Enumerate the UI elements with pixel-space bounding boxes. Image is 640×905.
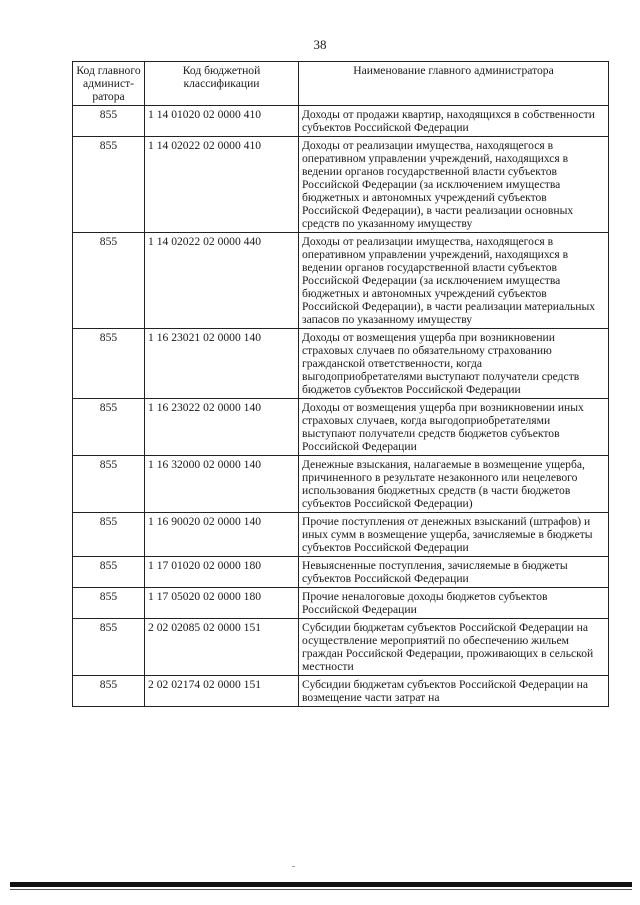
page-number: 38	[313, 37, 327, 52]
header-budget-code: Код бюджетной классификации	[145, 62, 299, 106]
admin-code-cell: 855	[73, 399, 145, 456]
table-row	[73, 106, 609, 137]
table-row	[73, 456, 609, 513]
header-admin-name: Наименование главного администратора	[299, 62, 609, 106]
admin-name-cell: Субсидии бюджетам субъектов Российской Федерации на возмещение части затрат на	[299, 676, 609, 707]
budget-code-cell: 1 16 90020 02 0000 140	[145, 513, 299, 557]
table-row	[73, 329, 609, 399]
admin-name-cell: Доходы от реализации имущества, находящегося в оперативном управлении учреждений, находящихся в ведении органов государственной власти субъектов Российской Федерации (за исключением имущества бюджетных и автономных учреждений субъектов Российской Федерации), в части реализации основных средств по указанному имуществу	[299, 137, 609, 233]
scan-dot	[292, 866, 295, 867]
table-row	[73, 233, 609, 329]
admin-name-cell: Прочие поступления от денежных взысканий (штрафов) и иных сумм в возмещение ущерба, зачисляемые в бюджеты субъектов Российской Федерации	[299, 513, 609, 557]
scan-border-line-thin	[10, 889, 632, 890]
admin-code-cell: 855	[73, 456, 145, 513]
admin-code-cell: 855	[73, 233, 145, 329]
admin-code-cell: 855	[73, 513, 145, 557]
table-header-row	[73, 62, 609, 106]
budget-code-cell: 1 16 23022 02 0000 140	[145, 399, 299, 456]
budget-code-cell: 1 17 01020 02 0000 180	[145, 557, 299, 588]
budget-code-cell: 2 02 02085 02 0000 151	[145, 619, 299, 676]
table-row	[73, 557, 609, 588]
admin-name-cell: Доходы от возмещения ущерба при возникновении иных страховых случаев, когда выгодоприобретателями выступают получатели средств бюджетов субъектов Российской Федерации	[299, 399, 609, 456]
admin-name-cell: Субсидии бюджетам субъектов Российской Федерации на осуществление мероприятий по обеспечению жильем граждан Российской Федерации, проживающих в сельской местности	[299, 619, 609, 676]
budget-code-cell: 1 17 05020 02 0000 180	[145, 588, 299, 619]
budget-code-cell: 2 02 02174 02 0000 151	[145, 676, 299, 707]
header-admin-code: Код главного админист-ратора	[73, 62, 145, 106]
admin-name-cell: Невыясненные поступления, зачисляемые в бюджеты субъектов Российской Федерации	[299, 557, 609, 588]
scan-border-line	[10, 882, 632, 887]
table-row	[73, 399, 609, 456]
admin-code-cell: 855	[73, 557, 145, 588]
budget-code-cell: 1 14 02022 02 0000 440	[145, 233, 299, 329]
admin-code-cell: 855	[73, 106, 145, 137]
admin-name-cell: Доходы от продажи квартир, находящихся в собственности субъектов Российской Федерации	[299, 106, 609, 137]
admin-code-cell: 855	[73, 329, 145, 399]
admin-code-cell: 855	[73, 137, 145, 233]
table-row	[73, 676, 609, 707]
admin-code-cell: 855	[73, 619, 145, 676]
admin-name-cell: Денежные взыскания, налагаемые в возмещение ущерба, причиненного в результате незаконного или нецелевого использования бюджетных средств (в части бюджетов субъектов Российской Федерации)	[299, 456, 609, 513]
admin-code-cell: 855	[73, 588, 145, 619]
budget-classification-table	[72, 61, 609, 707]
admin-name-cell: Доходы от реализации имущества, находящегося в оперативном управлении учреждений, находящихся в ведении органов государственной власти субъектов Российской Федерации (за исключением имущества бюджетных и автономных учреждений субъектов Российской Федерации), в части реализации материальных запасов по указанному имуществу	[299, 233, 609, 329]
table-row	[73, 137, 609, 233]
budget-code-cell: 1 16 23021 02 0000 140	[145, 329, 299, 399]
budget-code-cell: 1 14 01020 02 0000 410	[145, 106, 299, 137]
table-row	[73, 513, 609, 557]
budget-code-cell: 1 14 02022 02 0000 410	[145, 137, 299, 233]
admin-name-cell: Доходы от возмещения ущерба при возникновении страховых случаев по обязательному страхованию гражданской ответственности, когда выгодоприобретателями выступают получатели средств бюджетов субъектов Российской Федерации	[299, 329, 609, 399]
table-row	[73, 619, 609, 676]
admin-code-cell: 855	[73, 676, 145, 707]
admin-name-cell: Прочие неналоговые доходы бюджетов субъектов Российской Федерации	[299, 588, 609, 619]
budget-code-cell: 1 16 32000 02 0000 140	[145, 456, 299, 513]
table-row	[73, 588, 609, 619]
